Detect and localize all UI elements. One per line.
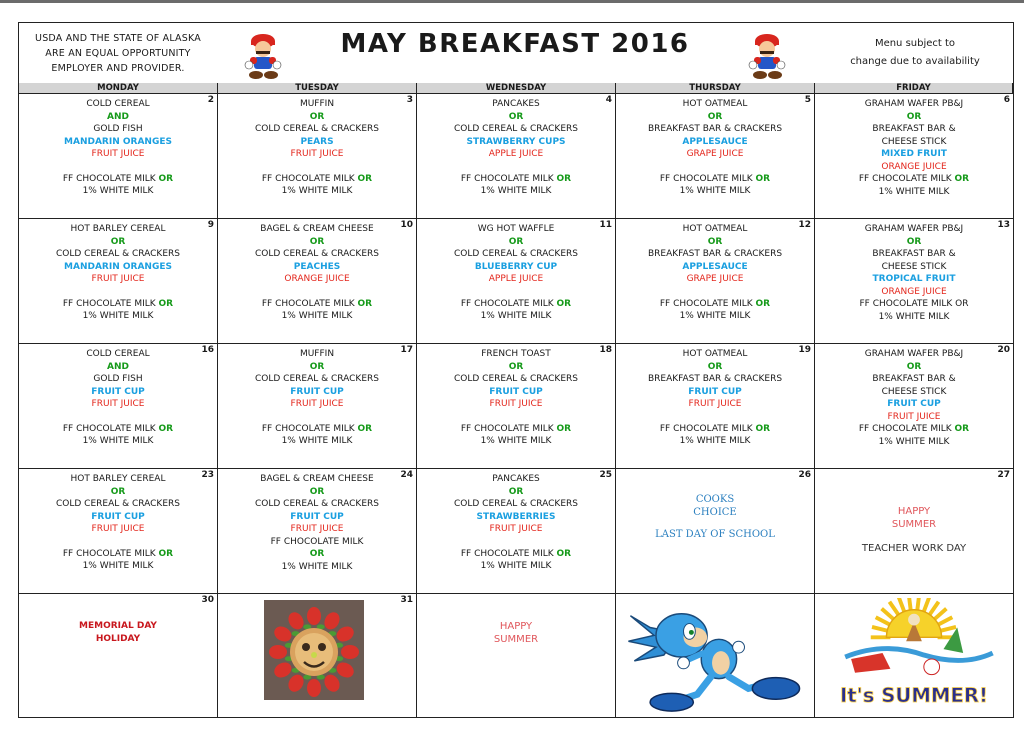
menu-item: 1% WHITE MILK: [878, 186, 950, 197]
fruit-item: PEACHES: [293, 261, 341, 272]
date-number: 13: [997, 220, 1010, 230]
date-number: 26: [798, 470, 811, 480]
fruit-item: MIXED FRUIT: [881, 149, 947, 159]
day-cell: [815, 94, 1013, 219]
milk-line: FF CHOCOLATE MILK OR: [261, 173, 373, 184]
or-label: OR: [309, 486, 325, 497]
pancake-face-image: [264, 600, 364, 700]
or-label: OR: [906, 361, 922, 372]
spacer: [417, 161, 615, 173]
day-cell: [815, 219, 1013, 344]
spacer: [19, 411, 217, 423]
juice-item: ORANGE JUICE: [881, 161, 947, 172]
fruit-item: FRUIT CUP: [290, 386, 344, 397]
menu-item: BREAKFAST BAR &: [872, 124, 956, 134]
menu-item: COLD CEREAL & CRACKERS: [254, 124, 379, 134]
fruit-item: FRUIT CUP: [290, 511, 344, 522]
memorial-day-holiday: [19, 620, 217, 645]
menu-header: [19, 23, 1013, 84]
menu-item: 1% WHITE MILK: [281, 561, 353, 572]
juice-item: FRUIT JUICE: [91, 399, 145, 409]
spacer: [417, 411, 615, 423]
menu-item: 1% WHITE MILK: [480, 186, 552, 196]
cooks-line: CHOICE: [693, 507, 737, 518]
menu-item: 1% WHITE MILK: [878, 311, 950, 322]
fruit-item: FRUIT CUP: [887, 399, 941, 409]
equal-opportunity-notice: [25, 31, 211, 76]
or-label: OR: [158, 423, 174, 434]
calendar-grid: [19, 83, 1013, 718]
fruit-item: APPLESAUCE: [682, 136, 748, 147]
teacher-work-day: TEACHER WORK DAY: [861, 543, 967, 554]
day-cell: [616, 469, 815, 594]
date-number: 31: [400, 595, 413, 605]
or-label: OR: [357, 298, 373, 309]
milk-line: FF CHOCOLATE MILK OR: [460, 423, 572, 434]
day-cell: [19, 469, 218, 594]
or-label: OR: [357, 423, 373, 434]
date-number: 11: [599, 220, 612, 230]
menu-item: 1% WHITE MILK: [281, 311, 353, 321]
or-label: OR: [357, 173, 373, 184]
cooks-choice: [616, 493, 814, 542]
day-cell: [616, 219, 815, 344]
fruit-item: APPLESAUCE: [682, 261, 748, 272]
spacer: [19, 536, 217, 548]
fruit-item: BLUEBERRY CUP: [474, 261, 558, 272]
day-cell: [815, 469, 1013, 594]
date-number: 20: [997, 345, 1010, 355]
happy-line: SUMMER: [493, 634, 539, 645]
spacer: [19, 286, 217, 298]
juice-item: GRAPE JUICE: [686, 274, 744, 284]
juice-item: APPLE JUICE: [488, 149, 544, 159]
juice-item: ORANGE JUICE: [881, 286, 947, 297]
or-label: OR: [707, 236, 723, 247]
availability-line: change due to availability: [850, 56, 980, 67]
spacer: [19, 161, 217, 173]
day-cell: [417, 219, 616, 344]
or-label: OR: [906, 111, 922, 122]
menu-item: HOT OATMEAL: [682, 349, 748, 359]
holiday-line: MEMORIAL DAY: [79, 621, 157, 631]
fruit-item: MANDARIN ORANGES: [64, 261, 172, 272]
menu-item: CHEESE STICK: [881, 261, 947, 272]
juice-item: FRUIT JUICE: [688, 399, 742, 409]
menu-item: COLD CEREAL & CRACKERS: [453, 124, 578, 134]
or-label: OR: [508, 236, 524, 247]
juice-item: GRAPE JUICE: [686, 149, 744, 159]
day-cell: [417, 469, 616, 594]
menu-item: COLD CEREAL & CRACKERS: [254, 374, 379, 384]
menu-item: 1% WHITE MILK: [281, 436, 353, 446]
fruit-item: TROPICAL FRUIT: [872, 274, 956, 284]
or-label: OR: [707, 111, 723, 122]
menu-item: BAGEL & CREAM CHEESE: [260, 224, 374, 234]
fruit-item: FRUIT CUP: [91, 386, 145, 397]
menu-item: 1% WHITE MILK: [679, 436, 751, 446]
date-number: 10: [400, 220, 413, 230]
menu-item: 1% WHITE MILK: [82, 436, 154, 446]
menu-item: MUFFIN: [299, 99, 335, 109]
date-number: 18: [599, 345, 612, 355]
fruit-item: FRUIT CUP: [91, 511, 145, 522]
or-label: OR: [755, 173, 771, 184]
menu-item: COLD CEREAL: [86, 99, 150, 109]
menu-sheet: [18, 22, 1014, 718]
spacer: [218, 411, 416, 423]
menu-item: GRAHAM WAFER PB&J: [864, 224, 964, 234]
milk-line: FF CHOCOLATE MILK OR: [62, 173, 174, 184]
availability-note: [835, 35, 995, 71]
menu-item: GRAHAM WAFER PB&J: [864, 349, 964, 359]
last-day-of-school: LAST DAY OF SCHOOL: [655, 529, 775, 540]
day-cell: [19, 344, 218, 469]
or-label: OR: [755, 423, 771, 434]
or-label: OR: [110, 236, 126, 247]
day-cell: [417, 94, 616, 219]
fruit-item: FRUIT CUP: [489, 386, 543, 397]
menu-item: BAGEL & CREAM CHEESE: [260, 474, 374, 484]
menu-item: PANCAKES: [492, 99, 540, 109]
milk-line: FF CHOCOLATE MILK OR: [62, 298, 174, 309]
menu-item: BREAKFAST BAR &: [872, 249, 956, 259]
or-label: OR: [556, 173, 572, 184]
milk-line: FF CHOCOLATE MILK OR: [460, 173, 572, 184]
day-cell: [19, 219, 218, 344]
menu-item: HOT OATMEAL: [682, 224, 748, 234]
blue-hedgehog-image: [620, 598, 808, 716]
juice-item: FRUIT JUICE: [887, 411, 941, 422]
menu-item: GOLD FISH: [93, 124, 143, 134]
menu-item: 1% WHITE MILK: [679, 186, 751, 196]
juice-item: APPLE JUICE: [488, 274, 544, 284]
date-number: 25: [599, 470, 612, 480]
day-cell: [815, 594, 1013, 718]
juice-item: FRUIT JUICE: [489, 399, 543, 409]
date-number: 4: [605, 95, 612, 105]
date-number: 16: [201, 345, 214, 355]
menu-item: COLD CEREAL & CRACKERS: [453, 374, 578, 384]
menu-item: FF CHOCOLATE MILK: [270, 536, 364, 547]
or-label: OR: [707, 361, 723, 372]
juice-item: FRUIT JUICE: [91, 524, 145, 534]
milk-line: FF CHOCOLATE MILK OR: [659, 423, 771, 434]
or-label: OR: [110, 486, 126, 497]
day-cell: [417, 594, 616, 718]
spacer: [417, 536, 615, 548]
happy-line: HAPPY: [499, 621, 533, 632]
mario-mascot-icon: [745, 29, 789, 81]
menu-item: COLD CEREAL & CRACKERS: [453, 249, 578, 259]
date-number: 5: [804, 95, 811, 105]
day-cell: [218, 594, 417, 718]
or-label: OR: [158, 173, 174, 184]
spacer: [616, 161, 814, 173]
juice-item: FRUIT JUICE: [91, 274, 145, 284]
notice-line: USDA AND THE STATE OF ALASKA: [35, 33, 201, 44]
spacer: [218, 286, 416, 298]
milk-line: FF CHOCOLATE MILK OR: [62, 548, 174, 559]
spacer: [616, 411, 814, 423]
menu-item: HOT OATMEAL: [682, 99, 748, 109]
day-cell: [218, 344, 417, 469]
or-label: OR: [158, 548, 174, 559]
date-number: 24: [400, 470, 413, 480]
milk-line: FF CHOCOLATE MILK OR: [659, 298, 771, 309]
menu-item: WG HOT WAFFLE: [477, 224, 555, 234]
or-label: OR: [158, 298, 174, 309]
day-header-tuesday: TUESDAY: [218, 83, 417, 94]
menu-item: HOT BARLEY CEREAL: [70, 224, 166, 234]
juice-item: FRUIT JUICE: [489, 524, 543, 534]
menu-item: 1% WHITE MILK: [878, 436, 950, 447]
date-number: 27: [997, 470, 1010, 480]
mario-mascot-icon: [241, 29, 285, 81]
milk-line: FF CHOCOLATE MILK OR: [460, 548, 572, 559]
milk-line: FF CHOCOLATE MILK OR: [261, 298, 373, 309]
happy-line: HAPPY: [897, 506, 931, 517]
or-label: OR: [954, 174, 970, 184]
date-number: 6: [1003, 95, 1010, 105]
or-label: OR: [309, 361, 325, 372]
fruit-item: FRUIT CUP: [688, 386, 742, 397]
top-rule: [0, 0, 1024, 3]
date-number: 30: [201, 595, 214, 605]
spacer: [616, 286, 814, 298]
summer-caption: It's SUMMER!: [839, 684, 989, 708]
menu-item: 1% WHITE MILK: [480, 561, 552, 571]
menu-item: BREAKFAST BAR & CRACKERS: [647, 249, 783, 259]
day-cell: [218, 219, 417, 344]
day-cell: [218, 469, 417, 594]
menu-item: FF CHOCOLATE MILK OR: [859, 299, 969, 309]
menu-item: 1% WHITE MILK: [82, 311, 154, 321]
date-number: 17: [400, 345, 413, 355]
day-cell: [616, 594, 815, 718]
or-label: OR: [556, 423, 572, 434]
menu-item: CHEESE STICK: [881, 386, 947, 397]
or-label: OR: [906, 236, 922, 247]
or-label: OR: [954, 424, 970, 434]
or-label: OR: [508, 361, 524, 372]
happy-summer: [815, 505, 1013, 556]
notice-line: ARE AN EQUAL OPPORTUNITY: [45, 48, 191, 59]
day-header-wednesday: WEDNESDAY: [417, 83, 616, 94]
day-cell: [19, 594, 218, 718]
menu-item: BREAKFAST BAR &: [872, 374, 956, 384]
menu-item: 1% WHITE MILK: [480, 311, 552, 321]
or-label: OR: [309, 236, 325, 247]
fruit-item: MANDARIN ORANGES: [64, 136, 172, 147]
page-title: MAY BREAKFAST 2016: [340, 29, 690, 59]
menu-item: GRAHAM WAFER PB&J: [864, 99, 964, 109]
date-number: 2: [207, 95, 214, 105]
milk-line: FF CHOCOLATE MILK OR: [460, 298, 572, 309]
menu-item: FRENCH TOAST: [481, 349, 551, 359]
menu-item: MUFFIN: [299, 349, 335, 359]
or-label: AND: [107, 361, 129, 372]
fruit-item: STRAWBERRY CUPS: [466, 136, 566, 147]
day-header-monday: MONDAY: [19, 83, 218, 94]
day-header-thursday: THURSDAY: [616, 83, 815, 94]
or-label: OR: [508, 111, 524, 122]
juice-item: FRUIT JUICE: [290, 149, 344, 159]
juice-item: FRUIT JUICE: [290, 524, 344, 534]
or-label: OR: [556, 548, 572, 559]
menu-item: 1% WHITE MILK: [480, 436, 552, 446]
menu-item: 1% WHITE MILK: [281, 186, 353, 196]
juice-item: ORANGE JUICE: [284, 274, 350, 284]
or-label: OR: [309, 549, 325, 559]
day-header-friday: FRIDAY: [815, 83, 1013, 94]
day-cell: [616, 94, 815, 219]
milk-line: FF CHOCOLATE MILK OR: [659, 173, 771, 184]
or-label: OR: [508, 486, 524, 497]
menu-item: 1% WHITE MILK: [82, 186, 154, 196]
menu-item: HOT BARLEY CEREAL: [70, 474, 166, 484]
menu-item: COLD CEREAL & CRACKERS: [55, 499, 180, 509]
menu-item: BREAKFAST BAR & CRACKERS: [647, 374, 783, 384]
menu-item: GOLD FISH: [93, 374, 143, 384]
availability-line: Menu subject to: [874, 38, 956, 49]
cooks-line: COOKS: [695, 494, 735, 505]
day-cell: [815, 344, 1013, 469]
date-number: 9: [207, 220, 214, 230]
or-label: OR: [755, 298, 771, 309]
milk-line: FF CHOCOLATE MILK OR: [261, 423, 373, 434]
date-number: 23: [201, 470, 214, 480]
milk-line: FF CHOCOLATE MILK OR: [62, 423, 174, 434]
milk-line: FF CHOCOLATE MILK OR: [858, 174, 970, 184]
menu-item: BREAKFAST BAR & CRACKERS: [647, 124, 783, 134]
menu-item: COLD CEREAL & CRACKERS: [453, 499, 578, 509]
menu-item: PANCAKES: [492, 474, 540, 484]
fruit-item: STRAWBERRIES: [476, 511, 556, 522]
fruit-item: PEARS: [300, 136, 334, 147]
date-number: 19: [798, 345, 811, 355]
milk-line: FF CHOCOLATE MILK OR: [858, 424, 970, 434]
date-number: 12: [798, 220, 811, 230]
day-cell: [218, 94, 417, 219]
menu-item: COLD CEREAL: [86, 349, 150, 359]
holiday-line: HOLIDAY: [95, 633, 141, 644]
or-label: OR: [309, 111, 325, 122]
juice-item: FRUIT JUICE: [91, 149, 145, 159]
spacer: [218, 161, 416, 173]
menu-item: COLD CEREAL & CRACKERS: [254, 249, 379, 259]
day-cell: [616, 344, 815, 469]
happy-summer: [417, 620, 615, 646]
or-label: OR: [556, 298, 572, 309]
juice-item: FRUIT JUICE: [290, 399, 344, 409]
day-cell: [417, 344, 616, 469]
notice-line: EMPLOYER AND PROVIDER.: [51, 63, 185, 74]
or-label: AND: [107, 111, 129, 122]
summer-clipart-image: [825, 598, 1003, 714]
menu-item: CHEESE STICK: [881, 136, 947, 147]
menu-item: 1% WHITE MILK: [82, 561, 154, 571]
menu-item: 1% WHITE MILK: [679, 311, 751, 321]
day-cell: [19, 94, 218, 219]
happy-line: SUMMER: [891, 519, 937, 530]
menu-item: COLD CEREAL & CRACKERS: [254, 499, 379, 509]
spacer: [417, 286, 615, 298]
menu-item: COLD CEREAL & CRACKERS: [55, 249, 180, 259]
date-number: 3: [406, 95, 413, 105]
